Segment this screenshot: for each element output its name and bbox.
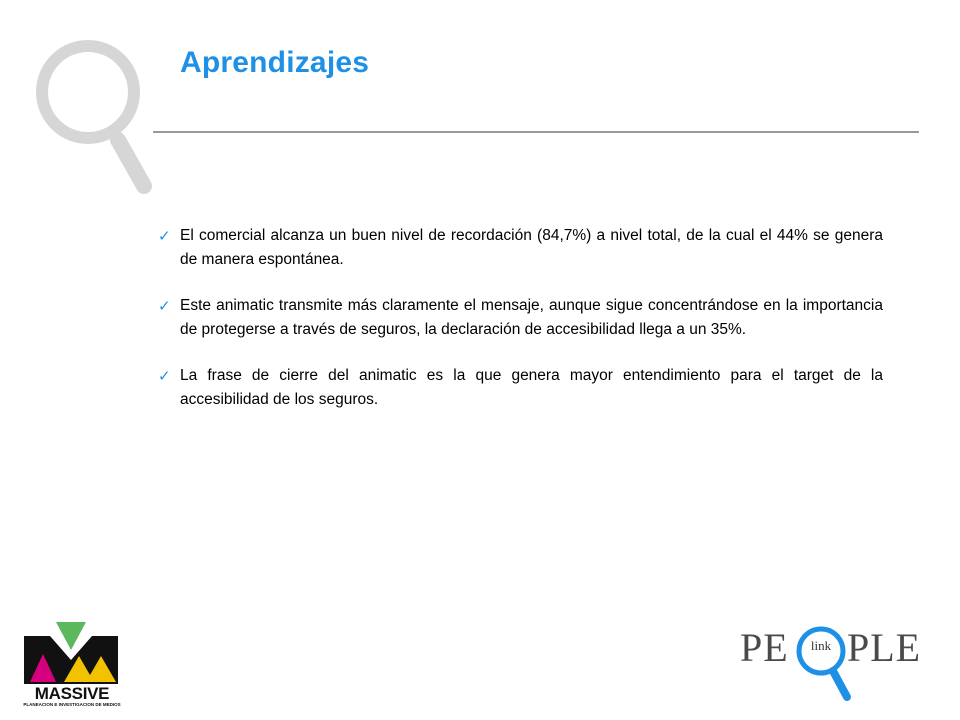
- people-logo-center: link: [810, 638, 832, 653]
- page-title: Aprendizajes: [180, 46, 370, 79]
- check-icon: ✓: [158, 367, 171, 385]
- massive-logo-tagline: PLANEACION E INVESTIGACION DE MEDIOS: [23, 702, 121, 707]
- list-item: [158, 224, 883, 272]
- check-icon: ✓: [158, 297, 171, 315]
- learnings-list: [158, 224, 883, 434]
- massive-logo-name: MASSIVE: [34, 684, 110, 703]
- people-logo-right: PLE: [847, 625, 922, 670]
- people-logo-left: PE: [740, 625, 789, 670]
- list-item: [158, 294, 883, 342]
- magnifier-icon: [30, 30, 160, 200]
- bullet-text: La frase de cierre del animatic es la que genera mayor entendimiento para el target de la accesibilidad de los seguros.: [180, 367, 883, 408]
- list-item: [158, 364, 883, 412]
- bullet-text: El comercial alcanza un buen nivel de recordación (84,7%) a nivel total, de la cual el 44% se genera de manera espontánea.: [180, 227, 883, 268]
- title-divider: [153, 131, 919, 133]
- check-icon: ✓: [158, 227, 171, 245]
- bullet-text: Este animatic transmite más claramente el mensaje, aunque sigue concentrándose en la importancia de protegerse a través de seguros, la declaración de accesibilidad llega a un 35%.: [180, 297, 883, 338]
